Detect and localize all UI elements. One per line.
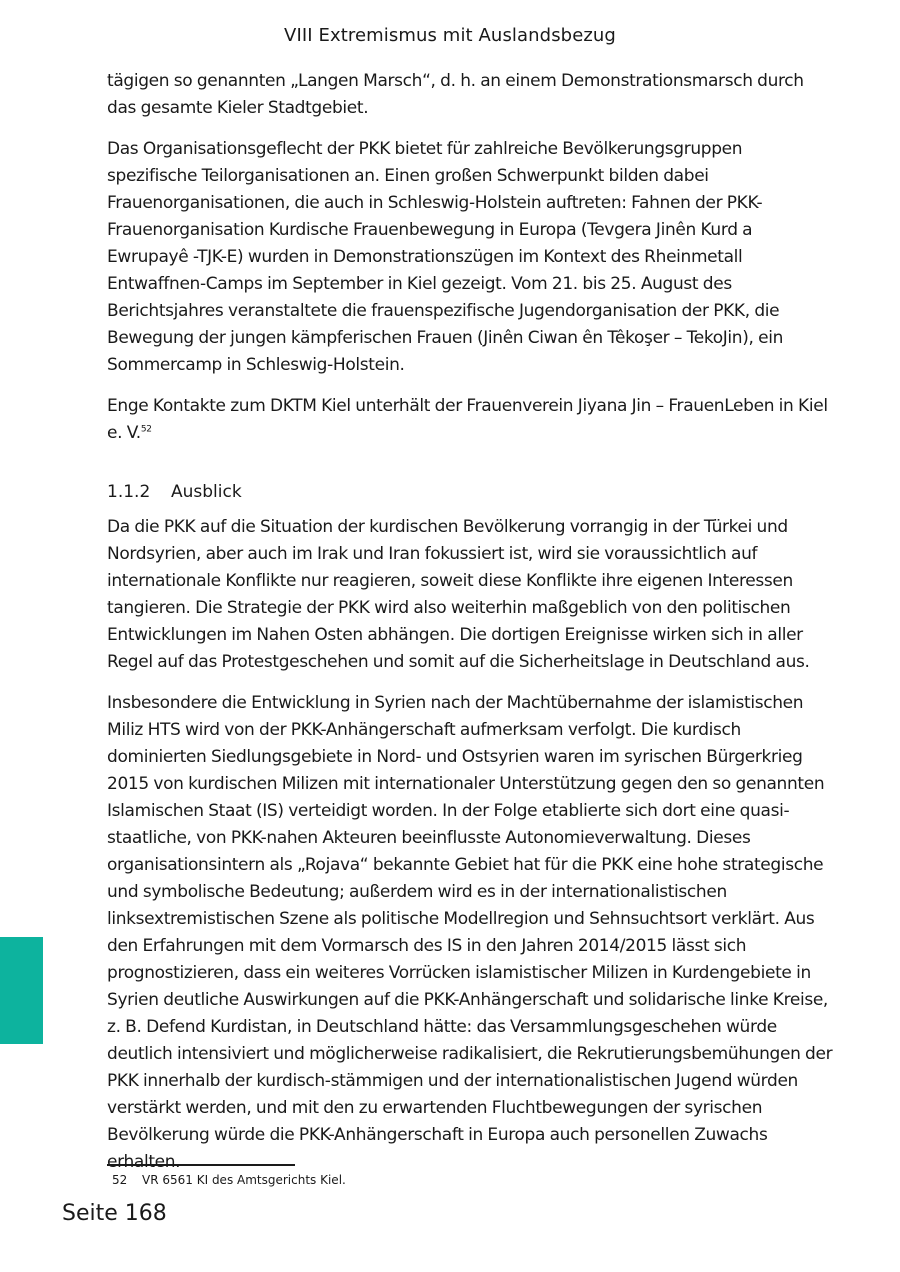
paragraph-text: Enge Kontakte zum DKTM Kiel unterhält der Frauenverein Jiyana Jin – FrauenLeben in Kiel e. V. (107, 396, 828, 443)
section-heading (107, 479, 835, 506)
page-number: Seite 168 (62, 1201, 167, 1226)
footnote (112, 1172, 346, 1188)
running-header: VIII Extremismus mit Auslandsbezug (284, 25, 616, 46)
paragraph: Insbesondere die Entwicklung in Syrien nach der Machtübernahme der islamistischen Miliz HTS wird von der PKK-Anhängerschaft aufmerksam verfolgt. Die kurdisch dominierten Siedlungsgebiete in Nord- und Ostsyrien waren im syrischen Bürgerkrieg 2015 von kurdischen Milizen mit internationaler Unterstützung gegen den so genannten Islamischen Staat (IS) verteidigt worden. In der Folge etablierte sich dort eine quasi-staatliche, von PKK-nahen Akteuren beeinflusste Autonomieverwaltung. Dieses organisationsintern als „Rojava“ bekannte Gebiet hat für die PKK eine hohe strategische und symbolische Bedeutung; außerdem wird es in der internationalistischen linksextremistischen Szene als politische Modellregion und Sehnsuchtsort verklärt. Aus den Erfahrungen mit dem Vormarsch des IS in den Jahren 2014/2015 lässt sich prognostizieren, dass ein weiteres Vorrücken islamistischer Milizen in Kurdengebiete in Syrien deutliche Auswirkungen auf die PKK-Anhängerschaft und solidarische linke Kreise, z. B. Defend Kurdistan, in Deutschland hätte: das Versammlungsgeschehen würde deutlich intensiviert und möglicherweise radikalisiert, die Rekrutierungsbemühungen der PKK innerhalb der kurdisch-stämmigen und der internationalistischen Jugend würden verstärkt werden, und mit den zu erwartenden Fluchtbewegungen der syrischen Bevölkerung würde die PKK-Anhängerschaft in Europa auch personellen Zuwachs erhalten. (107, 693, 833, 1172)
paragraph: Das Organisationsgeflecht der PKK bietet für zahlreiche Bevölkerungsgruppen spezifische Teilorganisationen an. Einen großen Schwerpunkt bilden dabei Frauenorganisationen, die auch in Schleswig-Holstein auftreten: Fahnen der PKK-Frauenorganisation Kurdische Frauenbewegung in Europa (Tevgera Jinên Kurd a Ewrupayê -TJK-E) wurden in Demonstrationszügen im Kontext des Rheinmetall Entwaffnen-Camps im September in Kiel gezeigt. Vom 21. bis 25. August des Berichtsjahres veranstaltete die frauenspezifische Jugendorganisation der PKK, die Bewegung der jungen kämpferischen Frauen (Jinên Ciwan ên Têkoşer – TekoJin), ein Sommercamp in Schleswig-Holstein. (107, 139, 784, 375)
paragraph: tägigen so genannten „Langen Marsch“, d. h. an einem Demonstrationsmarsch durch das gesamte Kieler Stadtgebiet. (107, 71, 804, 118)
section-number: 1.1.2 (107, 482, 151, 502)
chapter-side-tab (0, 937, 43, 1044)
paragraph: Da die PKK auf die Situation der kurdischen Bevölkerung vorrangig in der Türkei und Nordsyrien, aber auch im Irak und Iran fokussiert ist, wird sie voraussichtlich auf internationale Konflikte nur reagieren, soweit diese Konflikte ihre eigenen Interessen tangieren. Die Strategie der PKK wird also weiterhin maßgeblich von den politischen Entwicklungen im Nahen Osten abhängen. Die dortigen Ereignisse wirken sich in aller Regel auf das Protestgeschehen und somit auf die Sicherheitslage in Deutschland aus. (107, 517, 810, 672)
footnote-reference[interactable]: 52 (140, 424, 152, 435)
footnote-number: 52 (112, 1173, 128, 1187)
footnote-divider (107, 1164, 295, 1166)
body-text (107, 68, 835, 1190)
footnote-text: VR 6561 KI des Amtsgerichts Kiel. (142, 1173, 346, 1187)
section-title: Ausblick (171, 482, 242, 502)
paragraph-with-footnote (107, 393, 835, 447)
